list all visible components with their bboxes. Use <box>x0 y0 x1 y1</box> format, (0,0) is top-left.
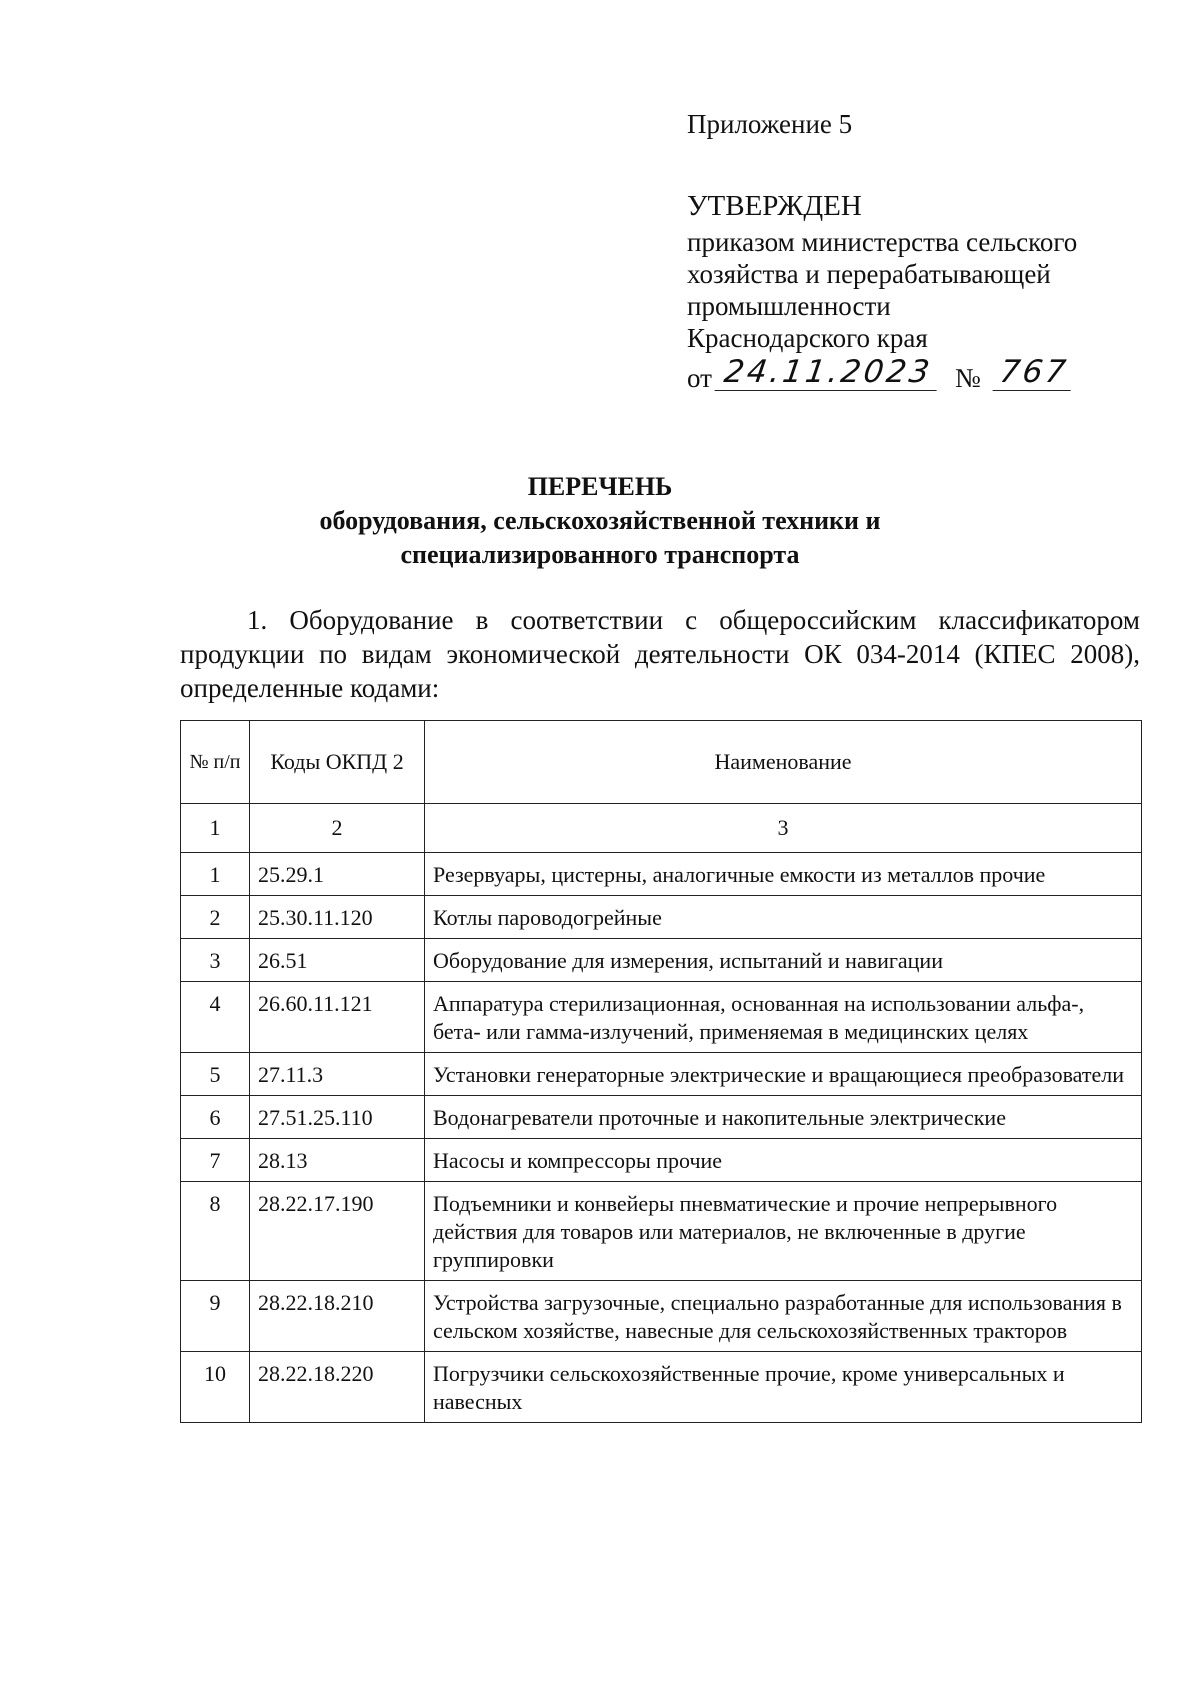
row-number: 8 <box>181 1182 250 1281</box>
row-name: Насосы и компрессоры прочие <box>425 1139 1142 1182</box>
header-code: Коды ОКПД 2 <box>250 721 425 804</box>
table-row <box>181 1053 1142 1096</box>
row-number: 9 <box>181 1281 250 1352</box>
row-number: 1 <box>181 853 250 896</box>
row-code: 25.30.11.120 <box>250 896 425 939</box>
title-sub-line: специализированного транспорта <box>400 540 800 569</box>
approval-line: приказом министерства сельского <box>687 227 1078 257</box>
row-name: Котлы пароводогрейные <box>425 896 1142 939</box>
order-date-line <box>687 356 1077 396</box>
approval-line: промышленности <box>687 291 891 321</box>
row-name: Оборудование для измерения, испытаний и навигации <box>425 939 1142 982</box>
row-code: 26.51 <box>250 939 425 982</box>
approval-line: Краснодарского края <box>687 323 928 353</box>
table-header-row <box>181 721 1142 804</box>
row-code: 27.11.3 <box>250 1053 425 1096</box>
number-label: № <box>955 363 981 393</box>
row-name: Устройства загрузочные, специально разработанные для использования в сельском хозяйстве, навесные для сельскохозяйственных тракторов <box>425 1281 1142 1352</box>
row-code: 28.22.18.220 <box>250 1352 425 1423</box>
row-number: 7 <box>181 1139 250 1182</box>
row-name: Подъемники и конвейеры пневматические и прочие непрерывного действия для товаров или материалов, не включенные в другие группировки <box>425 1182 1142 1281</box>
row-code: 28.13 <box>250 1139 425 1182</box>
table-row <box>181 982 1142 1053</box>
table-row <box>181 896 1142 939</box>
column-numbers-row <box>181 804 1142 853</box>
row-number: 5 <box>181 1053 250 1096</box>
row-name: Аппаратура стерилизационная, основанная на использовании альфа-, бета- или гамма-излучений, применяемая в медицинских целях <box>425 982 1142 1053</box>
document-title <box>100 470 1100 572</box>
table-row <box>181 1182 1142 1281</box>
row-number: 4 <box>181 982 250 1053</box>
approval-line: хозяйства и перерабатывающей <box>687 259 1051 289</box>
row-name: Водонагреватели проточные и накопительные электрические <box>425 1096 1142 1139</box>
table-row <box>181 853 1142 896</box>
table-row <box>181 1096 1142 1139</box>
title-sub-line: оборудования, сельскохозяйственной техники и <box>319 506 881 535</box>
table-row <box>181 939 1142 982</box>
row-name: Резервуары, цистерны, аналогичные емкости из металлов прочие <box>425 853 1142 896</box>
handwritten-date: 24.11.2023 <box>715 356 942 391</box>
table-row <box>181 1352 1142 1423</box>
column-number: 1 <box>181 804 250 853</box>
equipment-table <box>180 720 1142 1423</box>
row-number: 3 <box>181 939 250 982</box>
header-name: Наименование <box>425 721 1142 804</box>
row-name: Погрузчики сельскохозяйственные прочие, кроме универсальных и навесных <box>425 1352 1142 1423</box>
appendix-label: Приложение 5 <box>687 109 853 139</box>
row-code: 28.22.17.190 <box>250 1182 425 1281</box>
handwritten-order-number: 767 <box>993 356 1076 391</box>
row-code: 25.29.1 <box>250 853 425 896</box>
header-number: № п/п <box>181 721 250 804</box>
table-row <box>181 1281 1142 1352</box>
approval-block <box>687 108 1077 396</box>
title-main: ПЕРЕЧЕНЬ <box>527 472 673 501</box>
intro-paragraph: 1. Оборудование в соответствии с общероссийским классификатором продукции по видам экономической деятельности ОК 034-2014 (КПЕС 2008), определенные кодами: <box>180 605 1140 703</box>
row-number: 6 <box>181 1096 250 1139</box>
row-number: 2 <box>181 896 250 939</box>
table-row <box>181 1139 1142 1182</box>
column-number: 3 <box>425 804 1142 853</box>
column-number: 2 <box>250 804 425 853</box>
row-code: 26.60.11.121 <box>250 982 425 1053</box>
row-name: Установки генераторные электрические и вращающиеся преобразователи <box>425 1053 1142 1096</box>
date-prefix: от <box>687 363 712 393</box>
row-code: 28.22.18.210 <box>250 1281 425 1352</box>
row-code: 27.51.25.110 <box>250 1096 425 1139</box>
approved-heading: УТВЕРЖДЕН <box>687 190 862 222</box>
row-number: 10 <box>181 1352 250 1423</box>
